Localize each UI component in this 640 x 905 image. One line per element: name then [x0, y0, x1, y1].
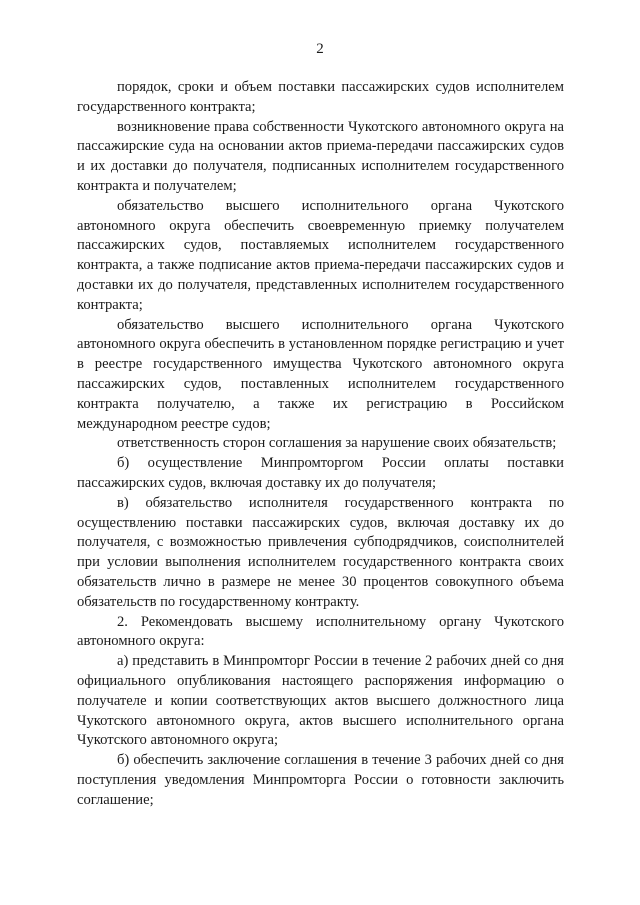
page-number: 2	[316, 41, 324, 57]
paragraph-item-b-conclude-agreement: б) обеспечить заключение соглашения в течение 3 рабочих дней со дня поступления уведомления Минпромторга России о готовности заключить соглашение;	[77, 752, 564, 808]
paragraph-item-a-submit-info: а) представить в Минпромторг России в течение 2 рабочих дней со дня официального опубликования настоящего распоряжения информацию о получателе и копии соответствующих актов высшего должностного лица Чукотского автономного округа, актов высшего исполнительного органа Чукотского автономного округа;	[77, 653, 564, 749]
document-body	[77, 78, 564, 810]
paragraph-item-v-contractor-obligation: в) обязательство исполнителя государственного контракта по осуществлению поставки пассажирских судов, включая доставку их до получателя, с возможностью привлечения субподрядчиков, соисполнителей при условии выполнения исполнителем государственного контракта своих обязательств лично в размере не менее 30 процентов совокупного объема обязательств по государственному контракту.	[77, 494, 564, 610]
paragraph-acceptance-obligation: обязательство высшего исполнительного органа Чукотского автономного округа обеспечить своевременную приемку получателем пассажирских судов, поставляемых исполнителем государственного контракта, а также подписание актов приема-передачи пассажирских судов и доставки их до получателя, представленных исполнителем государственного контракта;	[77, 197, 564, 313]
paragraph-ownership-rights: возникновение права собственности Чукотского автономного округа на пассажирские суда на основании актов приема-передачи пассажирских судов и их доставки до получателя, подписанных исполнителем государственного контракта и получателем;	[77, 118, 564, 194]
paragraph-section-2: 2. Рекомендовать высшему исполнительному органу Чукотского автономного округа:	[77, 613, 564, 650]
paragraph-registration-obligation: обязательство высшего исполнительного органа Чукотского автономного округа обеспечить в установленном порядке регистрацию и учет в реестре государственного имущества Чукотского автономного округа пассажирских судов, поставленных исполнителем государственного контракта получателю, а также их регистрацию в Российском международном реестре судов;	[77, 316, 564, 432]
paragraph-item-b-payment: б) осуществление Минпромторгом России оплаты поставки пассажирских судов, включая доставку их до получателя;	[77, 455, 564, 491]
paragraph-parties-liability: ответственность сторон соглашения за нарушение своих обязательств;	[117, 435, 557, 452]
paragraph-delivery-terms: порядок, сроки и объем поставки пассажирских судов исполнителем государственного контракта;	[77, 79, 564, 115]
